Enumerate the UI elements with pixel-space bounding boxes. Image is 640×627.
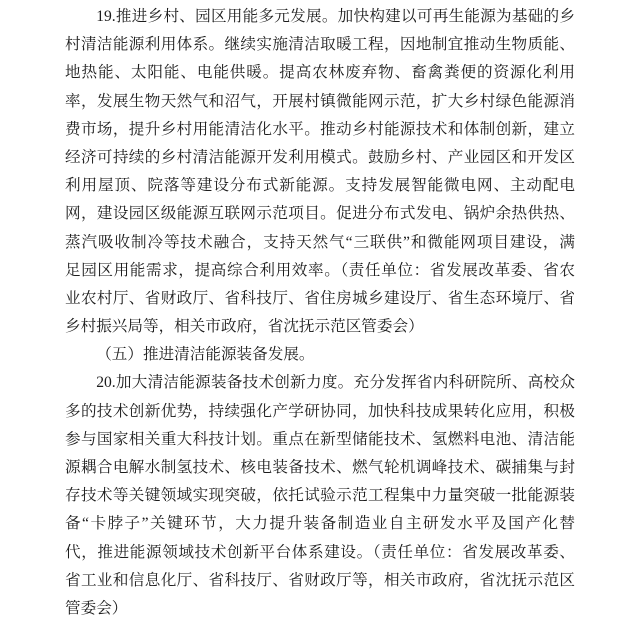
text-line: 20.加大清洁能源装备技术创新力度。充分发挥省内科研院所、高校众 bbox=[96, 374, 575, 392]
text-line: 省工业和信息化厅、省科技厅、省财政厅等，相关市政府，省沈抚示范区 bbox=[65, 571, 575, 589]
item-20-paragraph bbox=[65, 369, 575, 623]
text-line: 足园区用能需求，提高综合利用效率。（责任单位：省发展改革委、省农 bbox=[65, 261, 575, 279]
text-line: 19.推进乡村、园区用能多元发展。加快构建以可再生能源为基础的乡 bbox=[96, 8, 575, 25]
item-19-paragraph bbox=[65, 3, 575, 341]
text-line: 利用屋顶、院落等建设分布式新能源。支持发展智能微电网、主动配电 bbox=[65, 177, 575, 195]
text-line: 乡村振兴局等，相关市政府，省沈抚示范区管委会） bbox=[65, 318, 424, 336]
text-line: 管委会） bbox=[65, 599, 128, 617]
text-line: 参与国家相关重大科技计划。重点在新型储能技术、氢燃料电池、清洁能 bbox=[65, 430, 575, 448]
text-line: 率，发展生物天然气和沼气，开展村镇微能网示范，扩大乡村绿色能源消 bbox=[65, 92, 575, 110]
text-line: 多的技术创新优势，持续强化产学研协同，加快科技成果转化应用，积极 bbox=[65, 402, 575, 420]
text-line: 费市场，提升乡村用能清洁化水平。推动乡村能源技术和体制创新，建立 bbox=[65, 120, 575, 138]
text-line: 业农村厅、省财政厅、省科技厅、省住房城乡建设厅、省生态环境厅、省 bbox=[65, 289, 575, 307]
text-line: 经济可持续的乡村清洁能源开发利用模式。鼓励乡村、产业园区和开发区 bbox=[65, 148, 575, 166]
text-line: （五）推进清洁能源装备发展。 bbox=[96, 346, 315, 364]
text-line: 蒸汽吸收制冷等技术融合，支持天然气“三联供”和微能网项目建设，满 bbox=[65, 233, 575, 251]
text-line: 源耦合电解水制氢技术、核电装备技术、燃气轮机调峰技术、碳捕集与封 bbox=[65, 459, 575, 476]
text-line: 存技术等关键领域实现突破，依托试验示范工程集中力量突破一批能源装 bbox=[65, 487, 575, 505]
text-line: 备“卡脖子”关键环节，大力提升装备制造业自主研发水平及国产化替 bbox=[65, 515, 575, 533]
text-line: 村清洁能源利用体系。继续实施清洁取暖工程，因地制宜推动生物质能、 bbox=[65, 36, 575, 54]
text-line: 代，推进能源领域技术创新平台体系建设。（责任单位：省发展改革委、 bbox=[65, 543, 575, 561]
section-heading-5 bbox=[65, 341, 575, 369]
text-line: 网，建设园区级能源互联网示范项目。促进分布式发电、锅炉余热供热、 bbox=[65, 205, 575, 223]
text-line: 地热能、太阳能、电能供暖。提高农林废弃物、畜禽粪便的资源化利用 bbox=[65, 64, 575, 82]
